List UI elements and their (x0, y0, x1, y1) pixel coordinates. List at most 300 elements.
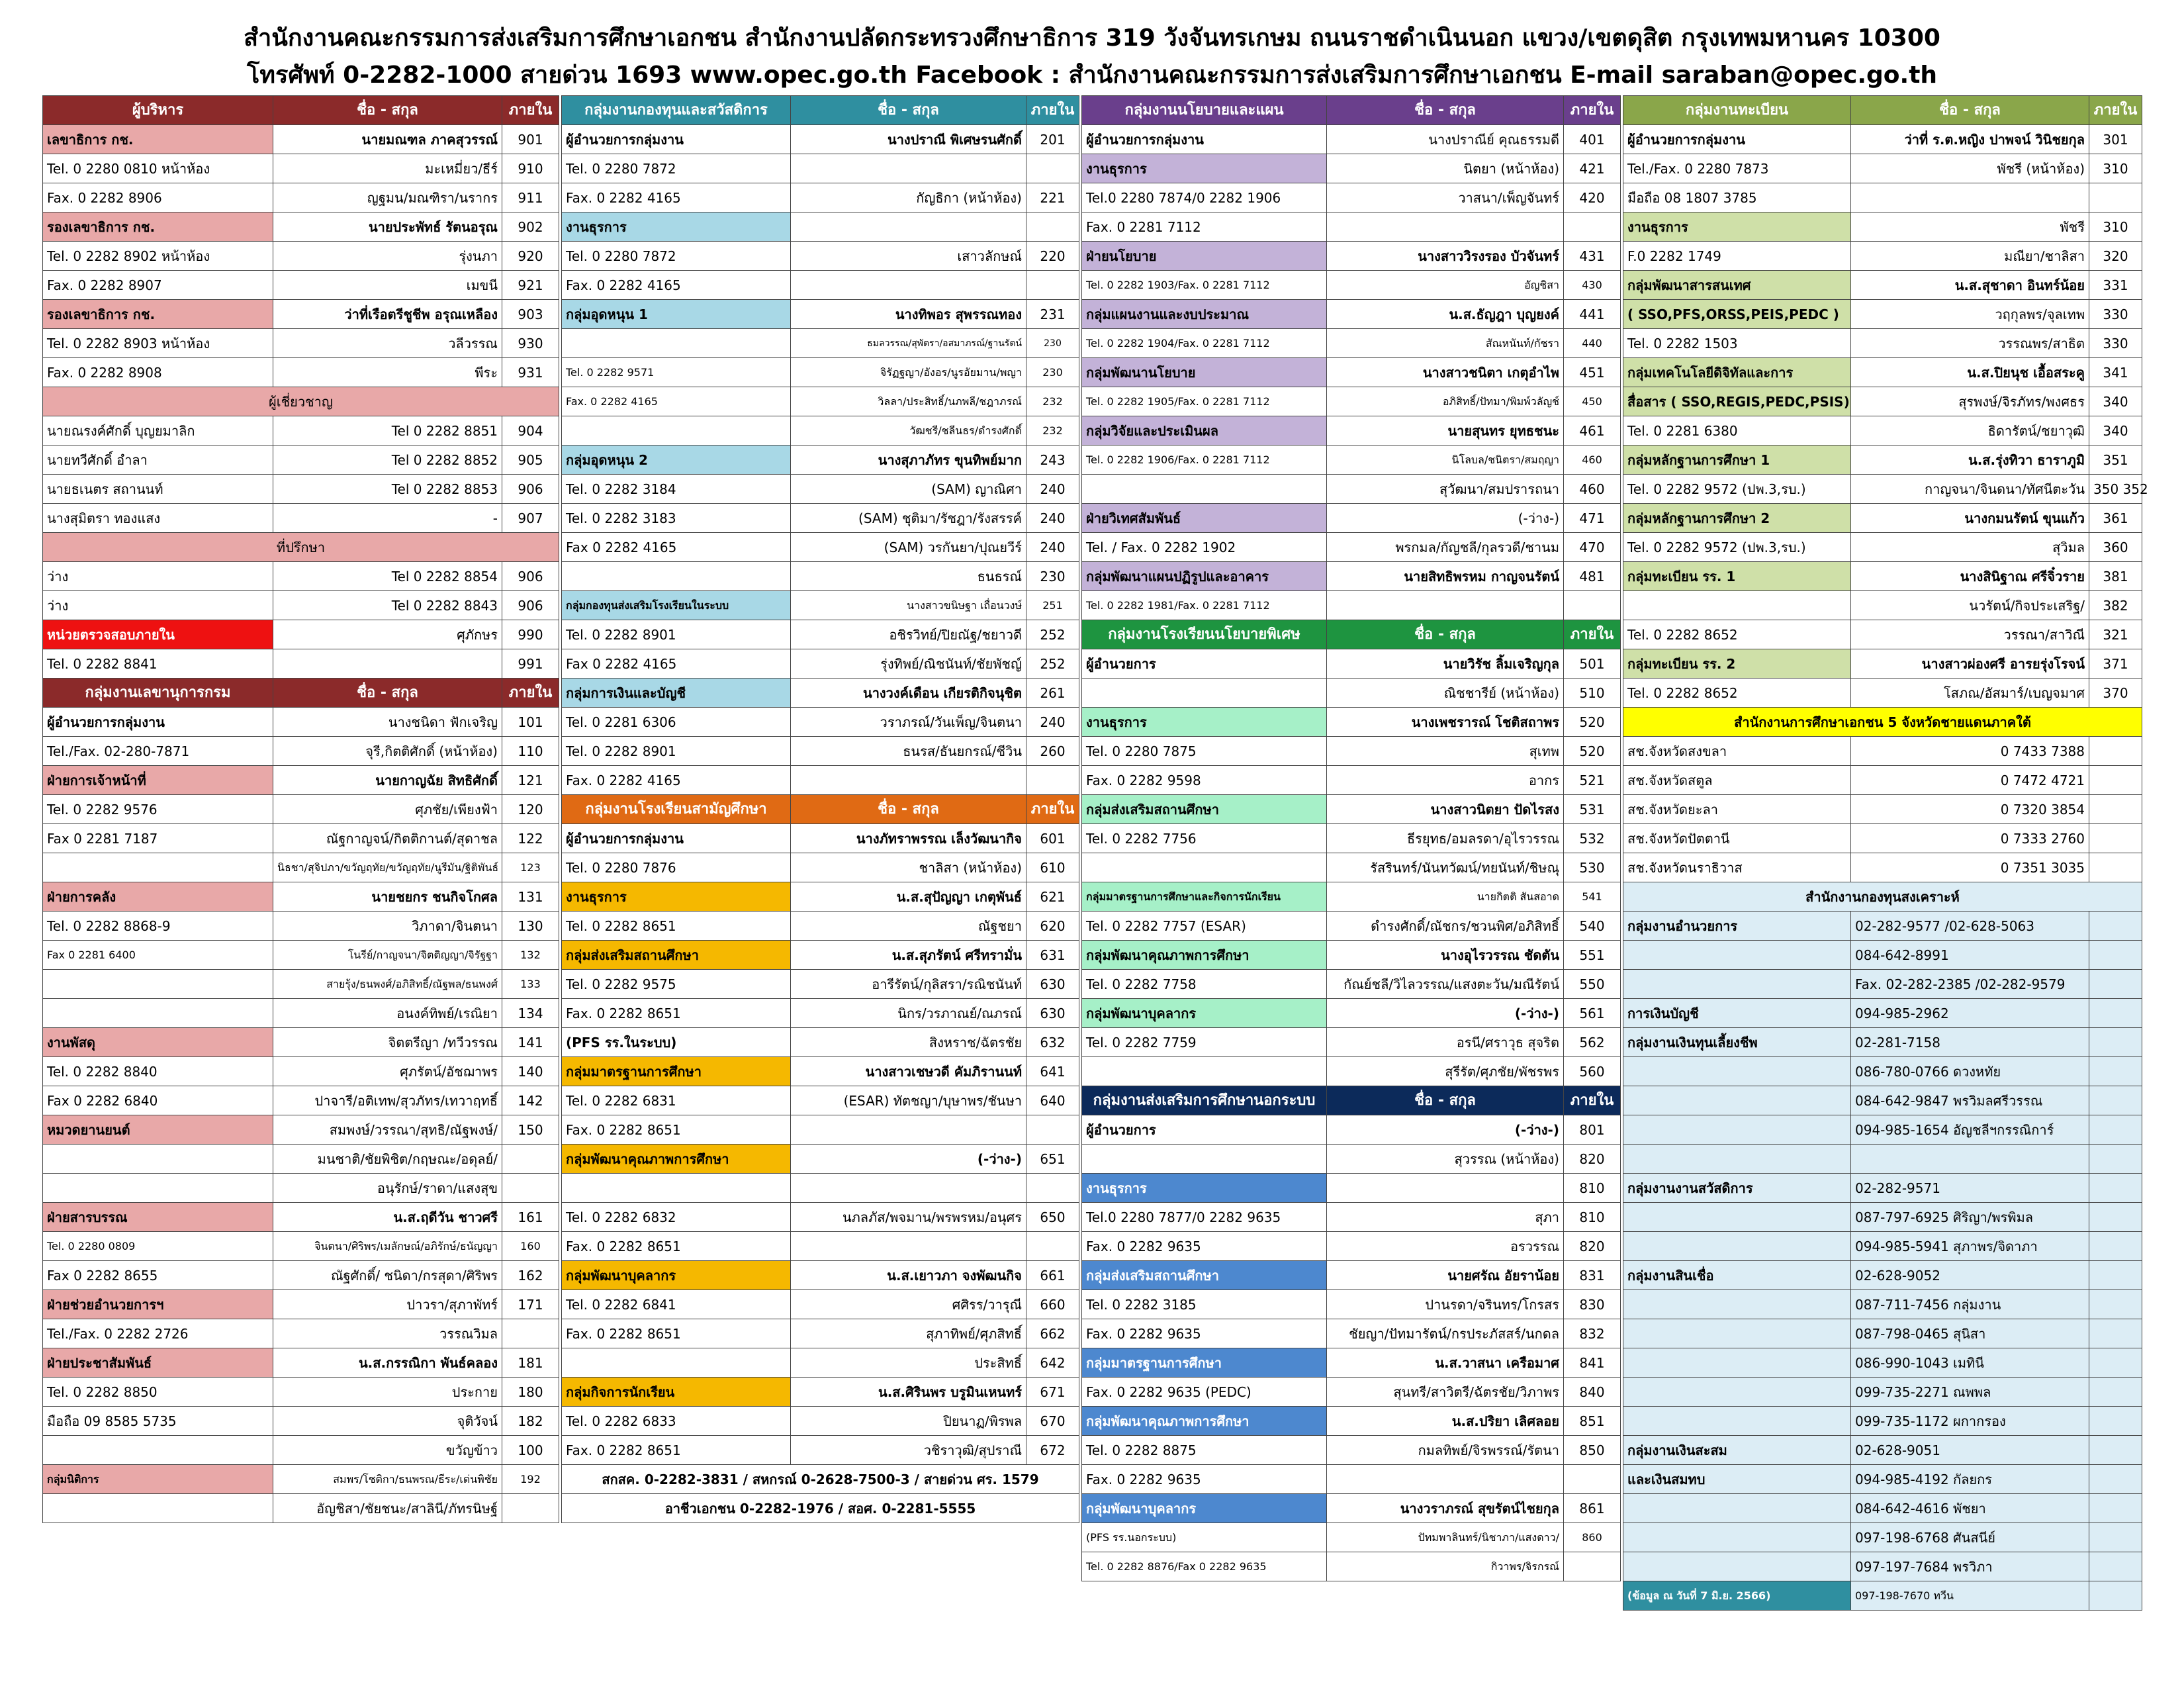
extension-cell: 551 (1564, 941, 1621, 970)
name-cell (1851, 1145, 2089, 1174)
name-cell: 02-281-7158 (1851, 1028, 2089, 1057)
unit-cell: กลุ่มงานอำนวยการ (1623, 912, 1851, 941)
unit-cell: Fax 0 2282 6840 (43, 1086, 273, 1115)
name-cell: นางสาวผ่องศรี อารยรุ่งโรจน์ (1851, 649, 2089, 679)
directory-row (1082, 183, 1621, 212)
directory-row (1082, 475, 1621, 504)
unit-cell (1082, 475, 1327, 504)
extension-cell: 920 (502, 242, 559, 271)
unit-cell: Tel. 0 2282 6833 (562, 1407, 791, 1436)
name-cell: พัชรี (หน้าห้อง) (1851, 154, 2089, 183)
unit-cell: งานธุรการ (1623, 212, 1851, 242)
name-cell (1327, 212, 1564, 242)
extension-cell (2089, 1174, 2142, 1203)
extension-cell: 130 (502, 912, 559, 941)
name-cell: ศุภชัย/เพียงฟ้า (273, 795, 502, 824)
unit-cell: ฝ่ายสารบรรณ (43, 1203, 273, 1232)
unit-cell (43, 1174, 273, 1203)
unit-cell: ว่าง (43, 562, 273, 591)
name-cell: สุวัฒนา/สมปรารถนา (1327, 475, 1564, 504)
unit-cell: Tel. 0 2282 9572 (ปพ.3,รบ.) (1623, 475, 1851, 504)
name-cell: ชื่อ - สกุล (1327, 620, 1564, 649)
extension-cell: ภายใน (1026, 96, 1079, 125)
name-cell: ปิยนาฏ/พิรพล (791, 1407, 1026, 1436)
name-cell: นางวราภรณ์ สุขรัตน์ไชยกุล (1327, 1494, 1564, 1523)
extension-cell: 240 (1026, 533, 1079, 562)
section-header-row (562, 795, 1079, 824)
name-cell: ชาลิสา (หน้าห้อง) (791, 853, 1026, 882)
name-cell (791, 154, 1026, 183)
directory-row (1082, 737, 1621, 766)
name-cell: ชัยญา/ปัทมารัตน์/กรประภัสสร์/นกดล (1327, 1319, 1564, 1348)
extension-cell: 660 (1026, 1290, 1079, 1319)
extension-cell (1026, 212, 1079, 242)
directory-row (43, 737, 559, 766)
extension-cell: 662 (1026, 1319, 1079, 1348)
name-cell: น.ส.สุภรัตน์ ศรีทรามั่น (791, 941, 1026, 970)
unit-cell: ฝ่ายนโยบาย (1082, 242, 1327, 271)
directory-row (1082, 795, 1621, 824)
directory-row (1082, 125, 1621, 154)
unit-cell: งานธุรการ (1082, 1174, 1327, 1203)
name-cell: นวรัตน์/กิจประเสริฐ/ (1851, 591, 2089, 620)
name-cell: ชื่อ - สกุล (273, 679, 502, 708)
extension-cell (2089, 737, 2142, 766)
unit-cell: การเงินบัญชี (1623, 999, 1851, 1028)
name-cell (791, 212, 1026, 242)
extension-cell: 661 (1026, 1261, 1079, 1290)
unit-cell: Fax. 0 2281 7112 (1082, 212, 1327, 242)
unit-cell (1082, 679, 1327, 708)
directory-row (562, 475, 1079, 504)
name-cell: 0 7472 4721 (1851, 766, 2089, 795)
name-cell: น.ส.ปริยา เลิศลอย (1327, 1407, 1564, 1436)
name-cell: นายสิทธิพรหม กาญจนรัตน์ (1327, 562, 1564, 591)
name-cell: ปัทมพาลินทร์/นิชาภา/แสงดาว/ (1327, 1523, 1564, 1552)
extension-cell (502, 1145, 559, 1174)
extension-cell: 621 (1026, 882, 1079, 912)
extension-cell: 510 (1564, 679, 1621, 708)
directory-row (43, 941, 559, 970)
name-cell: รัสรินทร์/นันทวัฒน์/ทยนันท์/ชิษณุ (1327, 853, 1564, 882)
name-cell: Fax. 02-282-2385 /02-282-9579 (1851, 970, 2089, 999)
directory-row (1082, 1378, 1621, 1407)
name-cell: สุวรรณ (หน้าห้อง) (1327, 1145, 1564, 1174)
unit-cell (1082, 853, 1327, 882)
name-cell: 086-990-1043 เมทินี (1851, 1348, 2089, 1378)
extension-cell (2089, 1261, 2142, 1290)
unit-cell: Tel. 0 2282 1905/Fax. 0 2281 7112 (1082, 387, 1327, 416)
extension-cell: 320 (2089, 242, 2142, 271)
directory-row (1623, 562, 2142, 591)
directory-row (1082, 766, 1621, 795)
directory-row (562, 912, 1079, 941)
unit-cell: รองเลขาธิการ กช. (43, 300, 273, 329)
unit-cell: Tel. 0 2282 8652 (1623, 620, 1851, 649)
extension-cell: 101 (502, 708, 559, 737)
unit-cell: หมวดยานยนต์ (43, 1115, 273, 1145)
name-cell: 087-711-7456 กลุ่มงาน (1851, 1290, 2089, 1319)
unit-cell (562, 416, 791, 445)
directory-row (562, 387, 1079, 416)
name-cell: อรวรรณ (1327, 1232, 1564, 1261)
extension-cell (2089, 970, 2142, 999)
extension-cell: 440 (1564, 329, 1621, 358)
extension-cell: 161 (502, 1203, 559, 1232)
unit-cell: กลุ่มนิติการ (43, 1465, 273, 1494)
extension-cell: ภายใน (1564, 96, 1621, 125)
name-cell: สุภาทิพย์/ศุภสิทธิ์ (791, 1319, 1026, 1348)
name-cell: นางทิพอร สุพรรณทอง (791, 300, 1026, 329)
directory-row (43, 591, 559, 620)
extension-cell (1026, 1174, 1079, 1203)
directory-row (562, 504, 1079, 533)
extension-cell: ภายใน (1564, 1086, 1621, 1115)
directory-row (1623, 1436, 2142, 1465)
name-cell: 086-780-0766 ดวงหทัย (1851, 1057, 2089, 1086)
section-title-cell: อาชีวเอกชน 0-2282-1976 / สอศ. 0-2281-5555 (562, 1494, 1079, 1523)
directory-row (1623, 1057, 2142, 1086)
extension-cell (2089, 853, 2142, 882)
extension-cell: 220 (1026, 242, 1079, 271)
directory-row (562, 445, 1079, 475)
name-cell: 0 7433 7388 (1851, 737, 2089, 766)
name-cell: ญฐมน/มณฑิรา/นรากร (273, 183, 502, 212)
directory-row (562, 271, 1079, 300)
extension-cell: 142 (502, 1086, 559, 1115)
extension-cell (2089, 183, 2142, 212)
unit-cell: Fax. 0 2282 9635 (1082, 1232, 1327, 1261)
directory-row (43, 1348, 559, 1378)
extension-cell: 382 (2089, 591, 2142, 620)
name-cell: Tel 0 2282 8853 (273, 475, 502, 504)
directory-row (1623, 1581, 2142, 1611)
unit-cell (43, 1494, 273, 1523)
unit-cell: กลุ่มงานกองทุนและสวัสดิการ (562, 96, 791, 125)
directory-row (1082, 387, 1621, 416)
name-cell: วราภรณ์/วันเพ็ญ/จินตนา (791, 708, 1026, 737)
extension-cell: 470 (1564, 533, 1621, 562)
extension-cell (1026, 766, 1079, 795)
name-cell: กัญธิกา (หน้าห้อง) (791, 183, 1026, 212)
unit-cell: กลุ่มพัฒนานโยบาย (1082, 358, 1327, 387)
name-cell: สายรุ้ง/ธนพงศ์/อภิสิทธิ์/ณัฐพล/ธนพงศ์ (273, 970, 502, 999)
directory-row (1623, 183, 2142, 212)
name-cell: น.ส.ปิยนุช เอื้อสระคู (1851, 358, 2089, 387)
extension-cell: 431 (1564, 242, 1621, 271)
unit-cell (1623, 1203, 1851, 1232)
extension-cell: 122 (502, 824, 559, 853)
unit-cell: กลุ่มมาตรฐานการศึกษาและกิจการนักเรียน (1082, 882, 1327, 912)
extension-cell: 461 (1564, 416, 1621, 445)
directory-row (43, 358, 559, 387)
extension-cell: 361 (2089, 504, 2142, 533)
name-cell: น.ส.สุชาดา อินทร์น้อย (1851, 271, 2089, 300)
unit-cell (1623, 1086, 1851, 1115)
unit-cell: Tel. 0 2282 8875 (1082, 1436, 1327, 1465)
extension-cell: 550 (1564, 970, 1621, 999)
directory-row (562, 1465, 1079, 1494)
directory-row (562, 416, 1079, 445)
directory-row (43, 708, 559, 737)
extension-cell: 240 (1026, 708, 1079, 737)
extension-cell: 370 (2089, 679, 2142, 708)
directory-row (1623, 1261, 2142, 1290)
directory-row (1082, 154, 1621, 183)
extension-cell: 642 (1026, 1348, 1079, 1378)
unit-cell: และเงินสมทบ (1623, 1465, 1851, 1494)
unit-cell: Fax. 0 2282 8651 (562, 1115, 791, 1145)
extension-cell (1564, 1552, 1621, 1581)
name-cell: รุ่งทิพย์/ณิชนันท์/ชัยพัชญ์ (791, 649, 1026, 679)
extension-cell: 381 (2089, 562, 2142, 591)
directory-row (562, 1290, 1079, 1319)
extension-cell: 251 (1026, 591, 1079, 620)
name-cell: (SAM) วรกันยา/ปุณยวีร์ (791, 533, 1026, 562)
extension-cell: 540 (1564, 912, 1621, 941)
unit-cell: Tel. 0 2282 8868-9 (43, 912, 273, 941)
extension-cell: 182 (502, 1407, 559, 1436)
name-cell: ศศิรร/วารุณี (791, 1290, 1026, 1319)
extension-cell: ภายใน (1026, 795, 1079, 824)
extension-cell (1026, 1232, 1079, 1261)
unit-cell: Tel. 0 2282 9572 (ปพ.3,รบ.) (1623, 533, 1851, 562)
name-cell: น.ส.กรรณิกา พันธ์คลอง (273, 1348, 502, 1378)
unit-cell: Fax. 0 2282 8651 (562, 999, 791, 1028)
name-cell: วิภาดา/จินตนา (273, 912, 502, 941)
name-cell: โสภณ/อัสมาร์/เบญจมาศ (1851, 679, 2089, 708)
extension-cell: 640 (1026, 1086, 1079, 1115)
unit-cell: Tel./Fax. 0 2280 7873 (1623, 154, 1851, 183)
unit-cell: กลุ่มหลักฐานการศึกษา 1 (1623, 445, 1851, 475)
name-cell: (SAM) ชุติมา/รัชฎา/รังสรรค์ (791, 504, 1026, 533)
directory-row (562, 1378, 1079, 1407)
unit-cell: Tel. 0 2282 8876/Fax 0 2282 9635 (1082, 1552, 1327, 1581)
unit-cell: ฝ่ายประชาสัมพันธ์ (43, 1348, 273, 1378)
unit-cell: กลุ่มหลักฐานการศึกษา 2 (1623, 504, 1851, 533)
name-cell: 087-798-0465 สุนิสา (1851, 1319, 2089, 1348)
unit-cell: สช.จังหวัดสงขลา (1623, 737, 1851, 766)
directory-row (562, 125, 1079, 154)
extension-cell: 906 (502, 591, 559, 620)
unit-cell: Fax. 0 2282 8906 (43, 183, 273, 212)
directory-row (562, 1494, 1079, 1523)
name-cell: มณียา/ชาลิสา (1851, 242, 2089, 271)
extension-cell: 133 (502, 970, 559, 999)
unit-cell: กลุ่มงานทะเบียน (1623, 96, 1851, 125)
directory-row (1623, 1203, 2142, 1232)
unit-cell: Fax. 0 2282 4165 (562, 766, 791, 795)
extension-cell: ภายใน (2089, 96, 2142, 125)
extension-cell: 243 (1026, 445, 1079, 475)
section-header-row (1082, 1086, 1621, 1115)
extension-cell: 340 (2089, 387, 2142, 416)
extension-cell: 670 (1026, 1407, 1079, 1436)
directory-row (1623, 358, 2142, 387)
name-cell: กัณย์ชลี/วิไลวรรณ/แสงตะวัน/มณีรัตน์ (1327, 970, 1564, 999)
unit-cell: สช.จังหวัดปัตตานี (1623, 824, 1851, 853)
name-cell: นิธชา/สุจิปภา/ขวัญฤทัย/ขวัญฤทัย/นูรีมัน/ฐิติพันธ์ (273, 853, 502, 882)
name-cell: นางอุไรวรรณ ชัดตัน (1327, 941, 1564, 970)
unit-cell: ผู้อำนวยการกลุ่มงาน (1082, 125, 1327, 154)
directory-row (1082, 1174, 1621, 1203)
name-cell: มนชาติ/ชัยพิชิต/กฤษณะ/อดุลย์/ (273, 1145, 502, 1174)
unit-cell: กลุ่มวิจัยและประเมินผล (1082, 416, 1327, 445)
section-header-row (562, 96, 1079, 125)
section-title-cell: ผู้เชี่ยวชาญ (43, 387, 559, 416)
name-cell: น.ส.ธัญฎา บุญยงค์ (1327, 300, 1564, 329)
name-cell: อากร (1327, 766, 1564, 795)
directory-row (562, 1115, 1079, 1145)
directory-row (1623, 766, 2142, 795)
directory-row (562, 242, 1079, 271)
extension-cell: 910 (502, 154, 559, 183)
directory-row (1623, 1028, 2142, 1057)
name-cell: นางปราณี พิเศษรนศักดิ์ (791, 125, 1026, 154)
unit-cell: ผู้อำนวยการกลุ่มงาน (562, 824, 791, 853)
directory-row (1082, 1057, 1621, 1086)
directory-row (1082, 1261, 1621, 1290)
unit-cell: งานพัสดุ (43, 1028, 273, 1057)
extension-cell: 601 (1026, 824, 1079, 853)
extension-cell: 252 (1026, 649, 1079, 679)
extension-cell (1564, 212, 1621, 242)
name-cell (791, 1174, 1026, 1203)
directory-row (1082, 300, 1621, 329)
directory-row (1082, 941, 1621, 970)
unit-cell: กลุ่มส่งเสริมสถานศึกษา (562, 941, 791, 970)
section-header-row (1082, 96, 1621, 125)
extension-cell: 562 (1564, 1028, 1621, 1057)
unit-cell: ( SSO,PFS,ORSS,PEIS,PEDC ) (1623, 300, 1851, 329)
name-cell: 02-628-9051 (1851, 1436, 2089, 1465)
unit-cell: Fax. 0 2282 8651 (562, 1232, 791, 1261)
unit-cell: สช.จังหวัดยะลา (1623, 795, 1851, 824)
name-cell: สุเทพ (1327, 737, 1564, 766)
directory-row (43, 620, 559, 649)
name-cell: 094-985-2962 (1851, 999, 2089, 1028)
name-cell: ศุภักษร (273, 620, 502, 649)
directory-row (1082, 271, 1621, 300)
name-cell: โนรีย์/กาญจนา/จิตติญญา/จิรัฐฐา (273, 941, 502, 970)
directory-row (1623, 795, 2142, 824)
extension-cell: 231 (1026, 300, 1079, 329)
directory-row (43, 1494, 559, 1523)
directory-row (43, 504, 559, 533)
unit-cell: ผู้บริหาร (43, 96, 273, 125)
extension-cell: 907 (502, 504, 559, 533)
unit-cell: กลุ่มพัฒนาบุคลากร (562, 1261, 791, 1290)
directory-row (1082, 1145, 1621, 1174)
unit-cell: Tel. 0 2280 7872 (562, 242, 791, 271)
extension-cell: ภายใน (502, 679, 559, 708)
unit-cell (1623, 1407, 1851, 1436)
unit-cell: กลุ่มกองทุนส่งเสริมโรงเรียนในระบบ (562, 591, 791, 620)
section-header-row (43, 96, 559, 125)
directory-row (562, 183, 1079, 212)
name-cell: 094-985-4192 กัลยกร (1851, 1465, 2089, 1494)
directory-row (1082, 882, 1621, 912)
name-cell: 094-985-5941 สุภาพร/จิดาภา (1851, 1232, 2089, 1261)
directory-row (1082, 1465, 1621, 1494)
name-cell: น.ส.วาสนา เครือมาศ (1327, 1348, 1564, 1378)
extension-cell: 851 (1564, 1407, 1621, 1436)
directory-row (1082, 1203, 1621, 1232)
name-cell (791, 766, 1026, 795)
directory-row (1623, 649, 2142, 679)
extension-cell (2089, 912, 2142, 941)
unit-cell: ฝ่ายช่วยอำนวยการฯ (43, 1290, 273, 1319)
unit-cell (1623, 1057, 1851, 1086)
extension-cell: 610 (1026, 853, 1079, 882)
unit-cell: ผู้อำนวยการกลุ่มงาน (562, 125, 791, 154)
unit-cell: ฝ่ายการคลัง (43, 882, 273, 912)
extension-cell (1564, 1465, 1621, 1494)
unit-cell: Tel. 0 2282 8652 (1623, 679, 1851, 708)
unit-cell (1623, 1523, 1851, 1552)
directory-row (43, 1407, 559, 1436)
unit-cell: Fax. 0 2282 8908 (43, 358, 273, 387)
extension-cell: 481 (1564, 562, 1621, 591)
column-policy-special-nonformal (1081, 95, 1621, 1581)
name-cell: สุวิมล (1851, 533, 2089, 562)
name-cell: อภิสิทธิ์/ปัทมา/พิมพ์วลัญช์ (1327, 387, 1564, 416)
name-cell: อัญชิสา (1327, 271, 1564, 300)
unit-cell: สช.จังหวัดนราธิวาส (1623, 853, 1851, 882)
directory-row (562, 1436, 1079, 1465)
section-title-cell: สกสค. 0-2282-3831 / สหกรณ์ 0-2628-7500-3 / สายด่วน ศร. 1579 (562, 1465, 1079, 1494)
name-cell: กมลทิพย์/จิรพรรณ์/รัตนา (1327, 1436, 1564, 1465)
name-cell: สุนทรี/สาวิตรี/ฉัตรชัย/วิภาพร (1327, 1378, 1564, 1407)
unit-cell: (ข้อมูล ณ วันที่ 7 มิ.ย. 2566) (1623, 1581, 1851, 1611)
unit-cell: หน่วยตรวจสอบภายใน (43, 620, 273, 649)
name-cell: ว่าที่เรือตรีชูชีพ อรุณเหลือง (273, 300, 502, 329)
name-cell: 02-628-9052 (1851, 1261, 2089, 1290)
name-cell: นางวงค์เดือน เกียรติกิจนุชิต (791, 679, 1026, 708)
directory-row (562, 1028, 1079, 1057)
unit-cell (562, 1348, 791, 1378)
directory-row (1623, 212, 2142, 242)
directory-row (1082, 1523, 1621, 1552)
extension-cell: 450 (1564, 387, 1621, 416)
name-cell: อัญชิสา/ชัยชนะ/สาลินี/ภัทรนิษฐ์ (273, 1494, 502, 1523)
extension-cell: 141 (502, 1028, 559, 1057)
name-cell: จินตนา/ศิริพร/เมลักษณ์/อภิรักษ์/ธนัญญา (273, 1232, 502, 1261)
name-cell: น.ส.ศิรินพร บรูมินเหนทร์ (791, 1378, 1026, 1407)
directory-row (562, 329, 1079, 358)
directory-row (1082, 1319, 1621, 1348)
extension-cell: 904 (502, 416, 559, 445)
directory-row (43, 242, 559, 271)
extension-cell: 460 (1564, 445, 1621, 475)
unit-cell: Fax. 0 2282 8651 (562, 1319, 791, 1348)
unit-cell: Tel. 0 2282 1906/Fax. 0 2281 7112 (1082, 445, 1327, 475)
extension-cell: 831 (1564, 1261, 1621, 1290)
directory-row (562, 620, 1079, 649)
unit-cell: งานธุรการ (1082, 708, 1327, 737)
unit-cell: นายณรงค์ศักดิ์ บุญยมาลิก (43, 416, 273, 445)
name-cell: สุรีรัต/ศุภชัย/พัชรพร (1327, 1057, 1564, 1086)
extension-cell: 460 (1564, 475, 1621, 504)
name-cell: ชื่อ - สกุล (791, 795, 1026, 824)
extension-cell: 832 (1564, 1319, 1621, 1348)
directory-row (1623, 1523, 2142, 1552)
unit-cell: Fax 0 2282 8655 (43, 1261, 273, 1290)
name-cell: อชิรวิทย์/ปิยณัฐ/ชยาวดี (791, 620, 1026, 649)
extension-cell: 501 (1564, 649, 1621, 679)
extension-cell: 911 (502, 183, 559, 212)
unit-cell: Fax 0 2282 4165 (562, 533, 791, 562)
